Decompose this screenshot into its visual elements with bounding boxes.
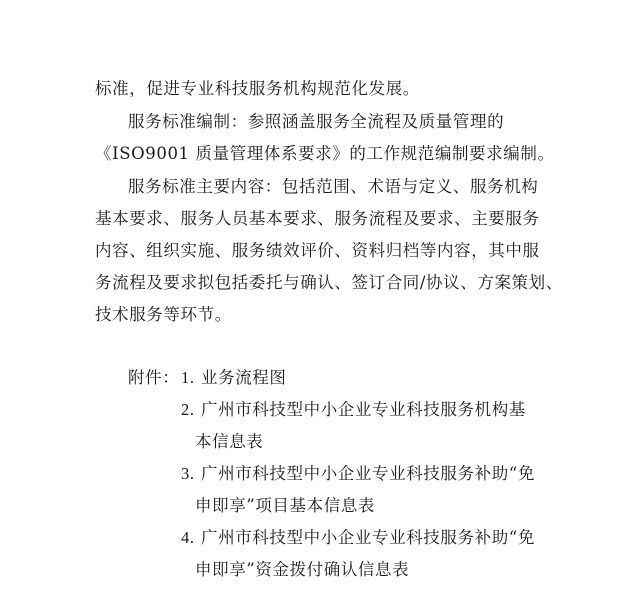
attachment-4-title-line-1: 广州市科技型中小企业专业科技服务补助“免 xyxy=(201,528,535,547)
paragraph-3-line-2: 基本要求、服务人员基本要求、服务流程及要求、主要服务 xyxy=(95,209,540,228)
attachment-4-title-line-2: 申即享”资金拨付确认信息表 xyxy=(195,560,410,579)
attachment-2-number: 2. xyxy=(181,400,195,419)
attachment-2-title-line-1: 广州市科技型中小企业专业科技服务机构基 xyxy=(201,400,526,419)
paragraph-3-line-5: 技术服务等环节。 xyxy=(95,305,232,324)
attachment-1-title: 业务流程图 xyxy=(201,368,287,387)
attachment-3-title-line-2: 申即享”项目基本信息表 xyxy=(195,496,376,515)
attachment-4-number: 4. xyxy=(181,528,195,547)
paragraph-1-line-1: 标准，促进专业科技服务机构规范化发展。 xyxy=(95,79,420,98)
paragraph-3-line-4: 务流程及要求拟包括委托与确认、签订合同/协议、方案策划、 xyxy=(95,273,563,292)
attachment-3-title-line-1: 广州市科技型中小企业专业科技服务补助“免 xyxy=(201,464,535,483)
attachment-1-number: 1. xyxy=(181,368,195,387)
attachments-label: 附件： xyxy=(128,368,180,387)
paragraph-2-line-1: 服务标准编制：参照涵盖服务全流程及质量管理的 xyxy=(128,112,505,131)
attachment-2-title-line-2: 本信息表 xyxy=(195,432,264,451)
paragraph-3-line-1: 服务标准主要内容：包括范围、术语与定义、服务机构 xyxy=(128,177,539,196)
attachment-3-number: 3. xyxy=(181,464,195,483)
paragraph-2-line-2: 《ISO9001 质量管理体系要求》的工作规范编制要求编制。 xyxy=(95,144,555,163)
paragraph-3-line-3: 内容、组织实施、服务绩效评价、资料归档等内容，其中服 xyxy=(95,241,540,260)
